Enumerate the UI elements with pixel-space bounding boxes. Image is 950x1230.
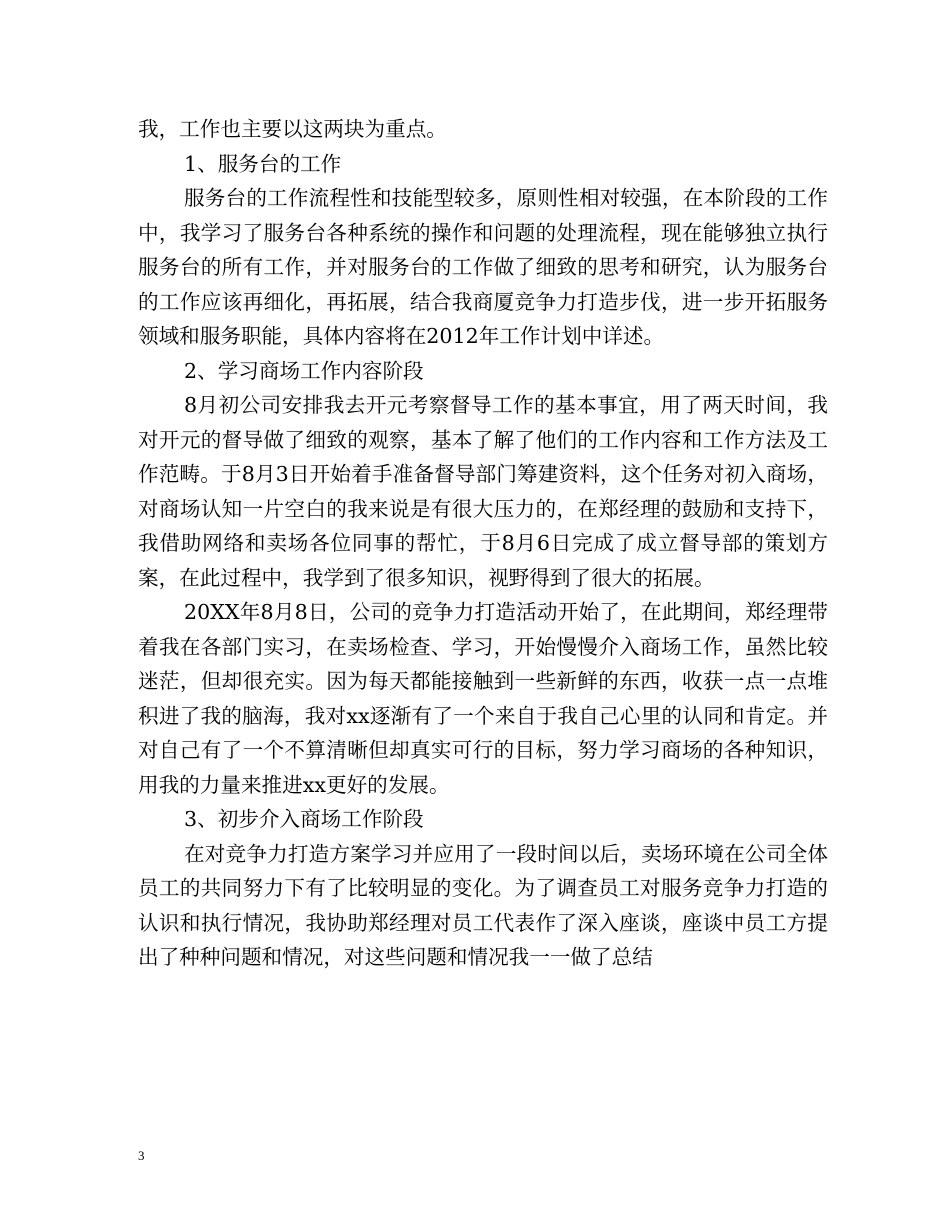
- section-heading-initial-involvement: 3、初步介入商场工作阶段: [184, 807, 424, 831]
- page-number: 3: [138, 1148, 145, 1163]
- document-body: [138, 112, 828, 975]
- paragraph-august-inspection: 8月初公司安排我去开元考察督导工作的基本事宜，用了两天时间，我对开元的督导做了细致的观察，基本了解了他们的工作内容和工作方法及工作范畴。于8月3日开始着手准备督导部门筹建资料，这个任务对初入商场，对商场认知一片空白的我来说是有很大压力的，在郑经理的鼓励和支持下，我借助网络和卖场各位同事的帮忙，于8月6日完成了成立督导部的策划方案，在此过程中，我学到了很多知识，视野得到了很大的拓展。: [138, 393, 828, 590]
- section-heading-service-desk: 1、服务台的工作: [184, 151, 342, 176]
- paragraph-competitiveness-activity: 20XX年8月8日，公司的竞争力打造活动开始了，在此期间，郑经理带着我在各部门实习，在卖场检查、学习，开始慢慢介入商场工作，虽然比较迷茫，但却很充实。因为每天都能接触到一些新鲜的东西，收获一点一点堆积进了我的脑海，我对xx逐渐有了一个来自于我自己心里的认同和肯定。并对自己有了一个不算清晰但却真实可行的目标，努力学习商场的各种知识，用我的力量来推进xx更好的发展。: [138, 600, 828, 797]
- paragraph-1: 我，工作也主要以这两块为重点。: [138, 117, 447, 141]
- paragraph-service-desk: 服务台的工作流程性和技能型较多，原则性相对较强，在本阶段的工作中，我学习了服务台各种系统的操作和问题的处理流程，现在能够独立执行服务台的所有工作，并对服务台的工作做了细致的思考和研究，认为服务台的工作应该再细化，再拓展，结合我商厦竞争力打造步伐，进一步开拓服务领域和服务职能，具体内容将在2012年工作计划中详述。: [138, 186, 828, 348]
- section-heading-learning-stage: 2、学习商场工作内容阶段: [184, 358, 424, 383]
- paragraph-staff-survey: 在对竞争力打造方案学习并应用了一段时间以后，卖场环境在公司全体员工的共同努力下有了比较明显的变化。为了调查员工对服务竞争力打造的认识和执行情况，我协助郑经理对员工代表作了深入座谈，座谈中员工方提出了种种问题和情况，对这些问题和情况我一一做了总结: [138, 841, 828, 969]
